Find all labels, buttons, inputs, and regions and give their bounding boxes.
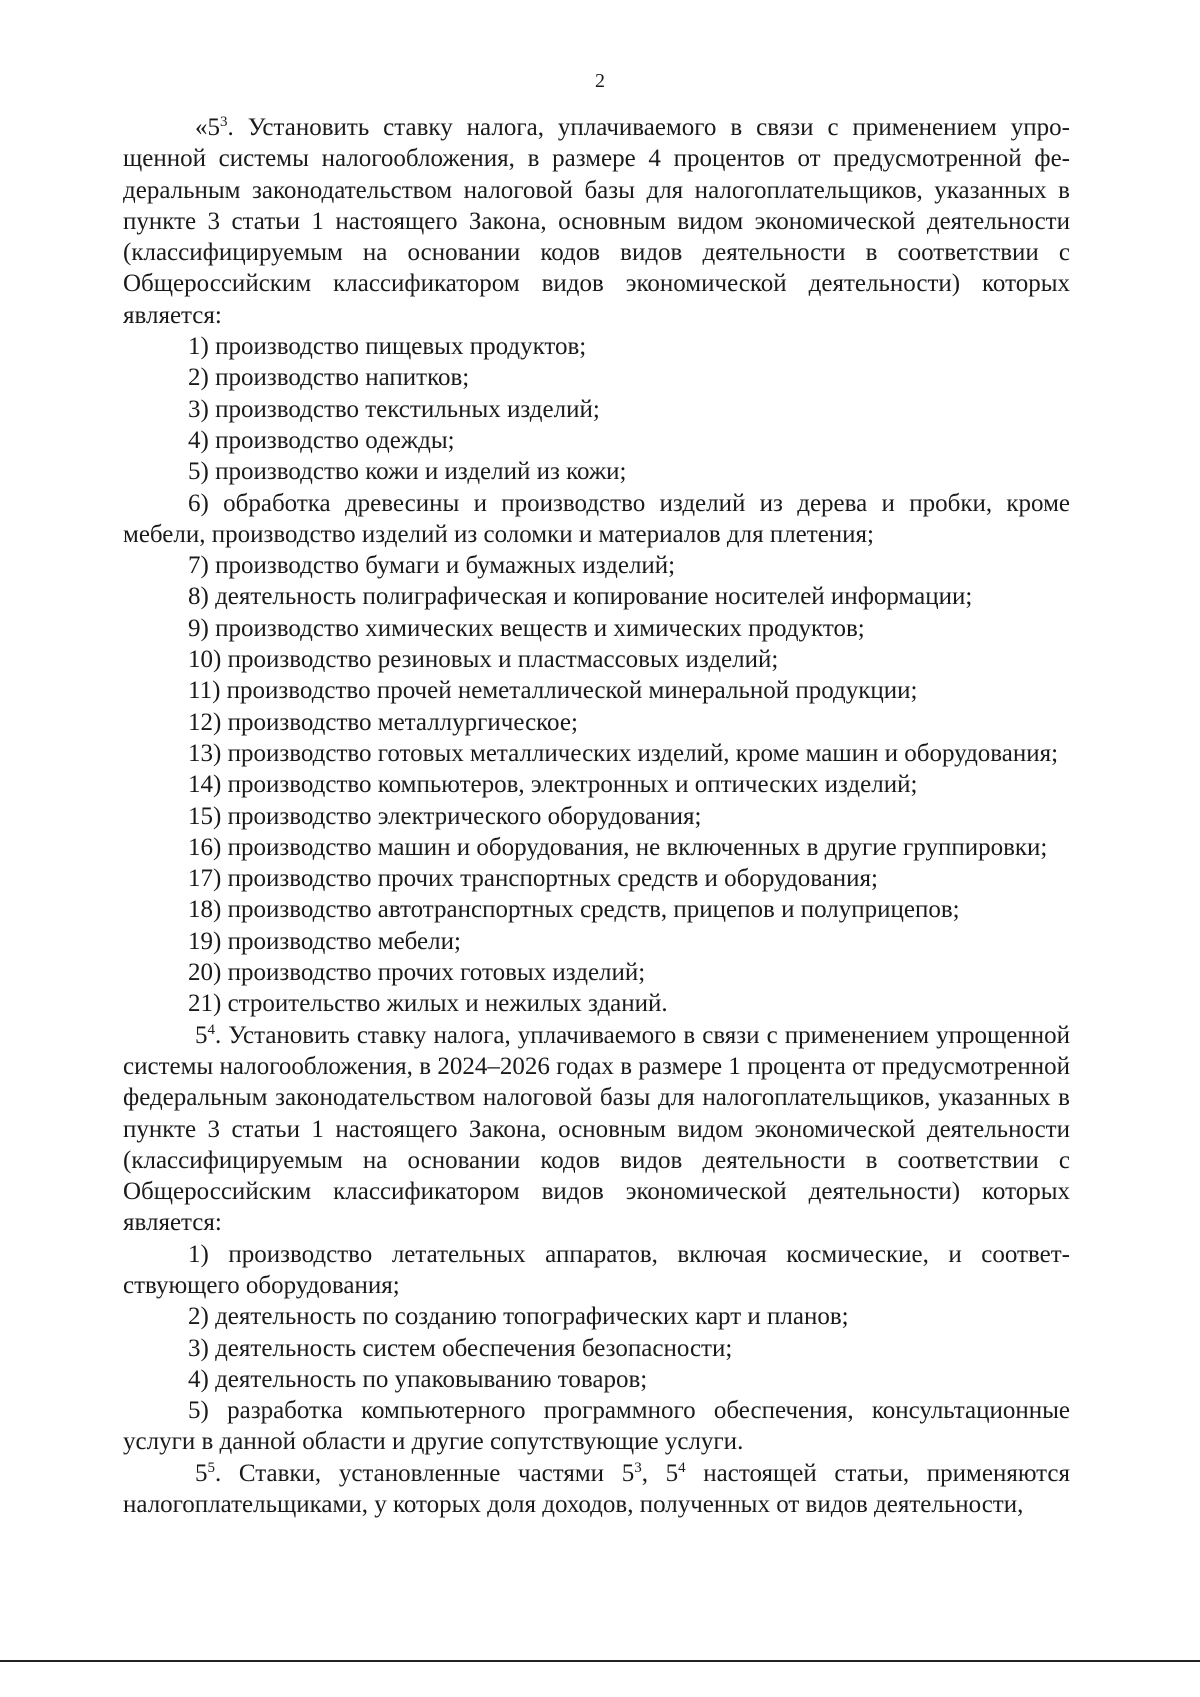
list-item: 13) производство готовых металлических изделий, кроме машин и оборудования;: [188, 739, 1059, 767]
paragraph-5-4-text: . Установить ставку налога, уплачиваемого в связи с применением упрощенной системы налогообложения, в 2024–2026 годах в размере 1 процента от предусмотренной федеральным законодательством налоговой базы для налогоплательщиков, указанных в пункте 3 статьи 1 настоящего Закона, основным видом экономической деятельности (классифицируемым на основании кодов видов деятельности в соответствии с Общероссийским классификатором видов экономической деятельности) которых является:: [123, 1021, 1070, 1237]
paragraph-5-3-superscript: 3: [220, 114, 228, 130]
list-item: 18) производство автотранспортных средств, прицепов и полуприцепов;: [188, 896, 960, 924]
list-item: 8) деятельность полиграфическая и копирование носителей информации;: [188, 583, 973, 611]
list-item: 16) производство машин и оборудования, не включенных в другие группировки;: [188, 833, 1048, 861]
list-item: 3) деятельность систем обеспечения безопасности;: [188, 1334, 733, 1362]
list-item: 17) производство прочих транспортных средств и оборудования;: [188, 865, 878, 893]
paragraph-5-5-text-c: настоящей статьи, применяются налогоплательщиками, у которых доля доходов, полученных от видов деятельности,: [123, 1459, 1071, 1519]
paragraph-5-5: [123, 1458, 1070, 1521]
paragraph-5-5-text-b: , 5: [641, 1459, 679, 1487]
paragraph-5-5-ref-superscript-a: 3: [634, 1459, 642, 1476]
list-item: 2) производство напитков;: [188, 364, 470, 392]
paragraph-5-3-text: . Установить ставку налога, уплачиваемого в связи с применением упрощенной системы налогообложения, в размере 4 процентов от предусмотренной федеральным законодательством налоговой базы для налогоплательщиков, указанных в пункте 3 статьи 1 настоящего Закона, основным видом экономической деятельности (классифицируемым на основании кодов видов деятельности в соответствии с Общероссийским классификатором видов экономической деятельности) которых является:: [123, 114, 1070, 329]
list-item: 2) деятельность по созданию топографических карт и планов;: [188, 1303, 849, 1331]
list-item: 21) строительство жилых и нежилых зданий.: [188, 990, 668, 1018]
list-item: 10) производство резиновых и пластмассовых изделий;: [188, 646, 779, 674]
list-item: 4) производство одежды;: [188, 426, 455, 454]
paragraph-5-5-text-a: . Ставки, установленные частями 5: [215, 1459, 635, 1487]
list-item: 5) производство кожи и изделий из кожи;: [188, 458, 627, 486]
list-item: 3) производство текстильных изделий;: [188, 395, 600, 423]
paragraph-5-4-superscript: 4: [207, 1021, 215, 1038]
list-item: 14) производство компьютеров, электронных и оптических изделий;: [188, 771, 918, 799]
list-5-3: [123, 331, 1070, 1020]
footer-rule: [0, 1660, 1200, 1662]
paragraph-5-5-superscript: 5: [207, 1459, 215, 1476]
list-5-4: [123, 1239, 1070, 1458]
list-item: 9) производство химических веществ и химических продуктов;: [188, 614, 865, 642]
list-item: 1) производство пищевых продуктов;: [188, 333, 587, 361]
list-item: 11) производство прочей неметаллической минеральной продукции;: [188, 677, 918, 705]
paragraph-5-4: [123, 1020, 1070, 1239]
page-number: 2: [595, 70, 605, 92]
list-item: 7) производство бумаги и бумажных изделий;: [188, 552, 676, 580]
paragraph-5-3-number: «5: [195, 114, 220, 141]
paragraph-5-5-ref-superscript-b: 4: [678, 1459, 686, 1476]
document-body: [123, 112, 1070, 1520]
list-item: 5) разработка компьютерного программного обеспечения, консультационные услуги в данной области и другие сопутствующие услуги.: [123, 1397, 1070, 1456]
paragraph-5-3: [123, 112, 1070, 331]
list-item: 12) производство металлургическое;: [188, 708, 578, 736]
list-item: 1) производство летательных аппаратов, включая космические, и соответствующего оборудования;: [123, 1240, 1070, 1299]
paragraph-5-4-number: 5: [195, 1021, 208, 1049]
paragraph-5-5-number: 5: [195, 1459, 208, 1487]
list-item: 4) деятельность по упаковыванию товаров;: [188, 1365, 648, 1393]
list-item: 20) производство прочих готовых изделий;: [188, 959, 646, 987]
list-item: 6) обработка древесины и производство изделий из дерева и пробки, кроме мебели, производство изделий из соломки и материалов для плетения;: [123, 489, 1070, 548]
list-item: 19) производство мебели;: [188, 927, 461, 955]
list-item: 15) производство электрического оборудования;: [188, 802, 702, 830]
